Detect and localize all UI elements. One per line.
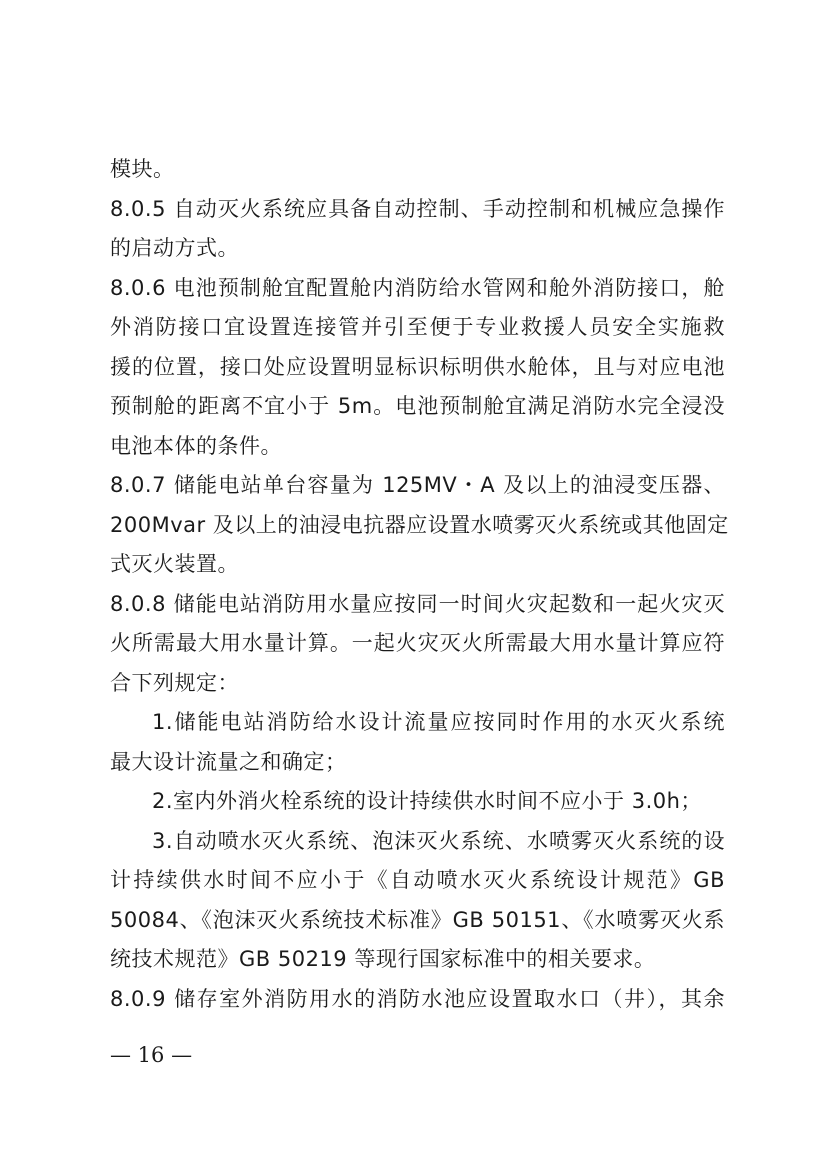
- text-line: 最大设计流量之和确定；: [110, 749, 347, 774]
- text-line: 的启动方式。: [110, 236, 239, 260]
- text-line: 统技术规范》GB 50219 等现行国家标准中的相关要求。: [110, 947, 656, 971]
- text-line: 200Mvar 及以上的油浸电抗器应设置水喷雾灭火系统或其他固定: [110, 512, 729, 537]
- text-line: 8.0.6 电池预制舱宜配置舱内消防给水管网和舱外消防接口，舱: [110, 275, 725, 300]
- text-line: 援的位置，接口处应设置明显标识标明供水舱体，且与对应电池: [110, 354, 725, 379]
- document-body: [110, 150, 729, 1019]
- text-line: 式灭火装置。: [110, 552, 239, 576]
- text-line: 2.室内外消火栓系统的设计持续供水时间不应小于 3.0h；: [152, 789, 702, 813]
- text-line: 预制舱的距离不宜小于 5m。电池预制舱宜满足消防水完全浸没: [110, 394, 725, 418]
- text-line: 8.0.9 储存室外消防用水的消防水池应设置取水口（井），其余: [110, 986, 725, 1011]
- text-line: 8.0.7 储能电站单台容量为 125MV・A 及以上的油浸变压器、: [110, 473, 725, 497]
- text-line: 外消防接口宜设置连接管并引至便于专业救援人员安全实施救: [110, 315, 725, 339]
- text-line: 8.0.8 储能电站消防用水量应按同一时间火灾起数和一起火灾灭: [110, 591, 725, 616]
- text-line: 50084、《泡沫灭火系统技术标准》GB 50151、《水喷雾灭火系: [110, 907, 725, 932]
- text-line: 8.0.5 自动灭火系统应具备自动控制、手动控制和机械应急操作: [110, 196, 725, 221]
- text-line: 合下列规定：: [110, 670, 239, 695]
- page-number: — 16 —: [110, 1043, 193, 1067]
- text-line: 模块。: [110, 157, 175, 181]
- text-line: 3.自动喷水灭火系统、泡沫灭火系统、水喷雾灭火系统的设: [152, 828, 725, 853]
- text-line: 计持续供水时间不应小于《自动喷水灭火系统设计规范》GB: [110, 868, 725, 892]
- text-line: 1.储能电站消防给水设计流量应按同时作用的水灭火系统: [152, 710, 725, 734]
- text-line: 火所需最大用水量计算。一起火灾灭火所需最大用水量计算应符: [110, 631, 725, 655]
- text-line: 电池本体的条件。: [110, 433, 282, 458]
